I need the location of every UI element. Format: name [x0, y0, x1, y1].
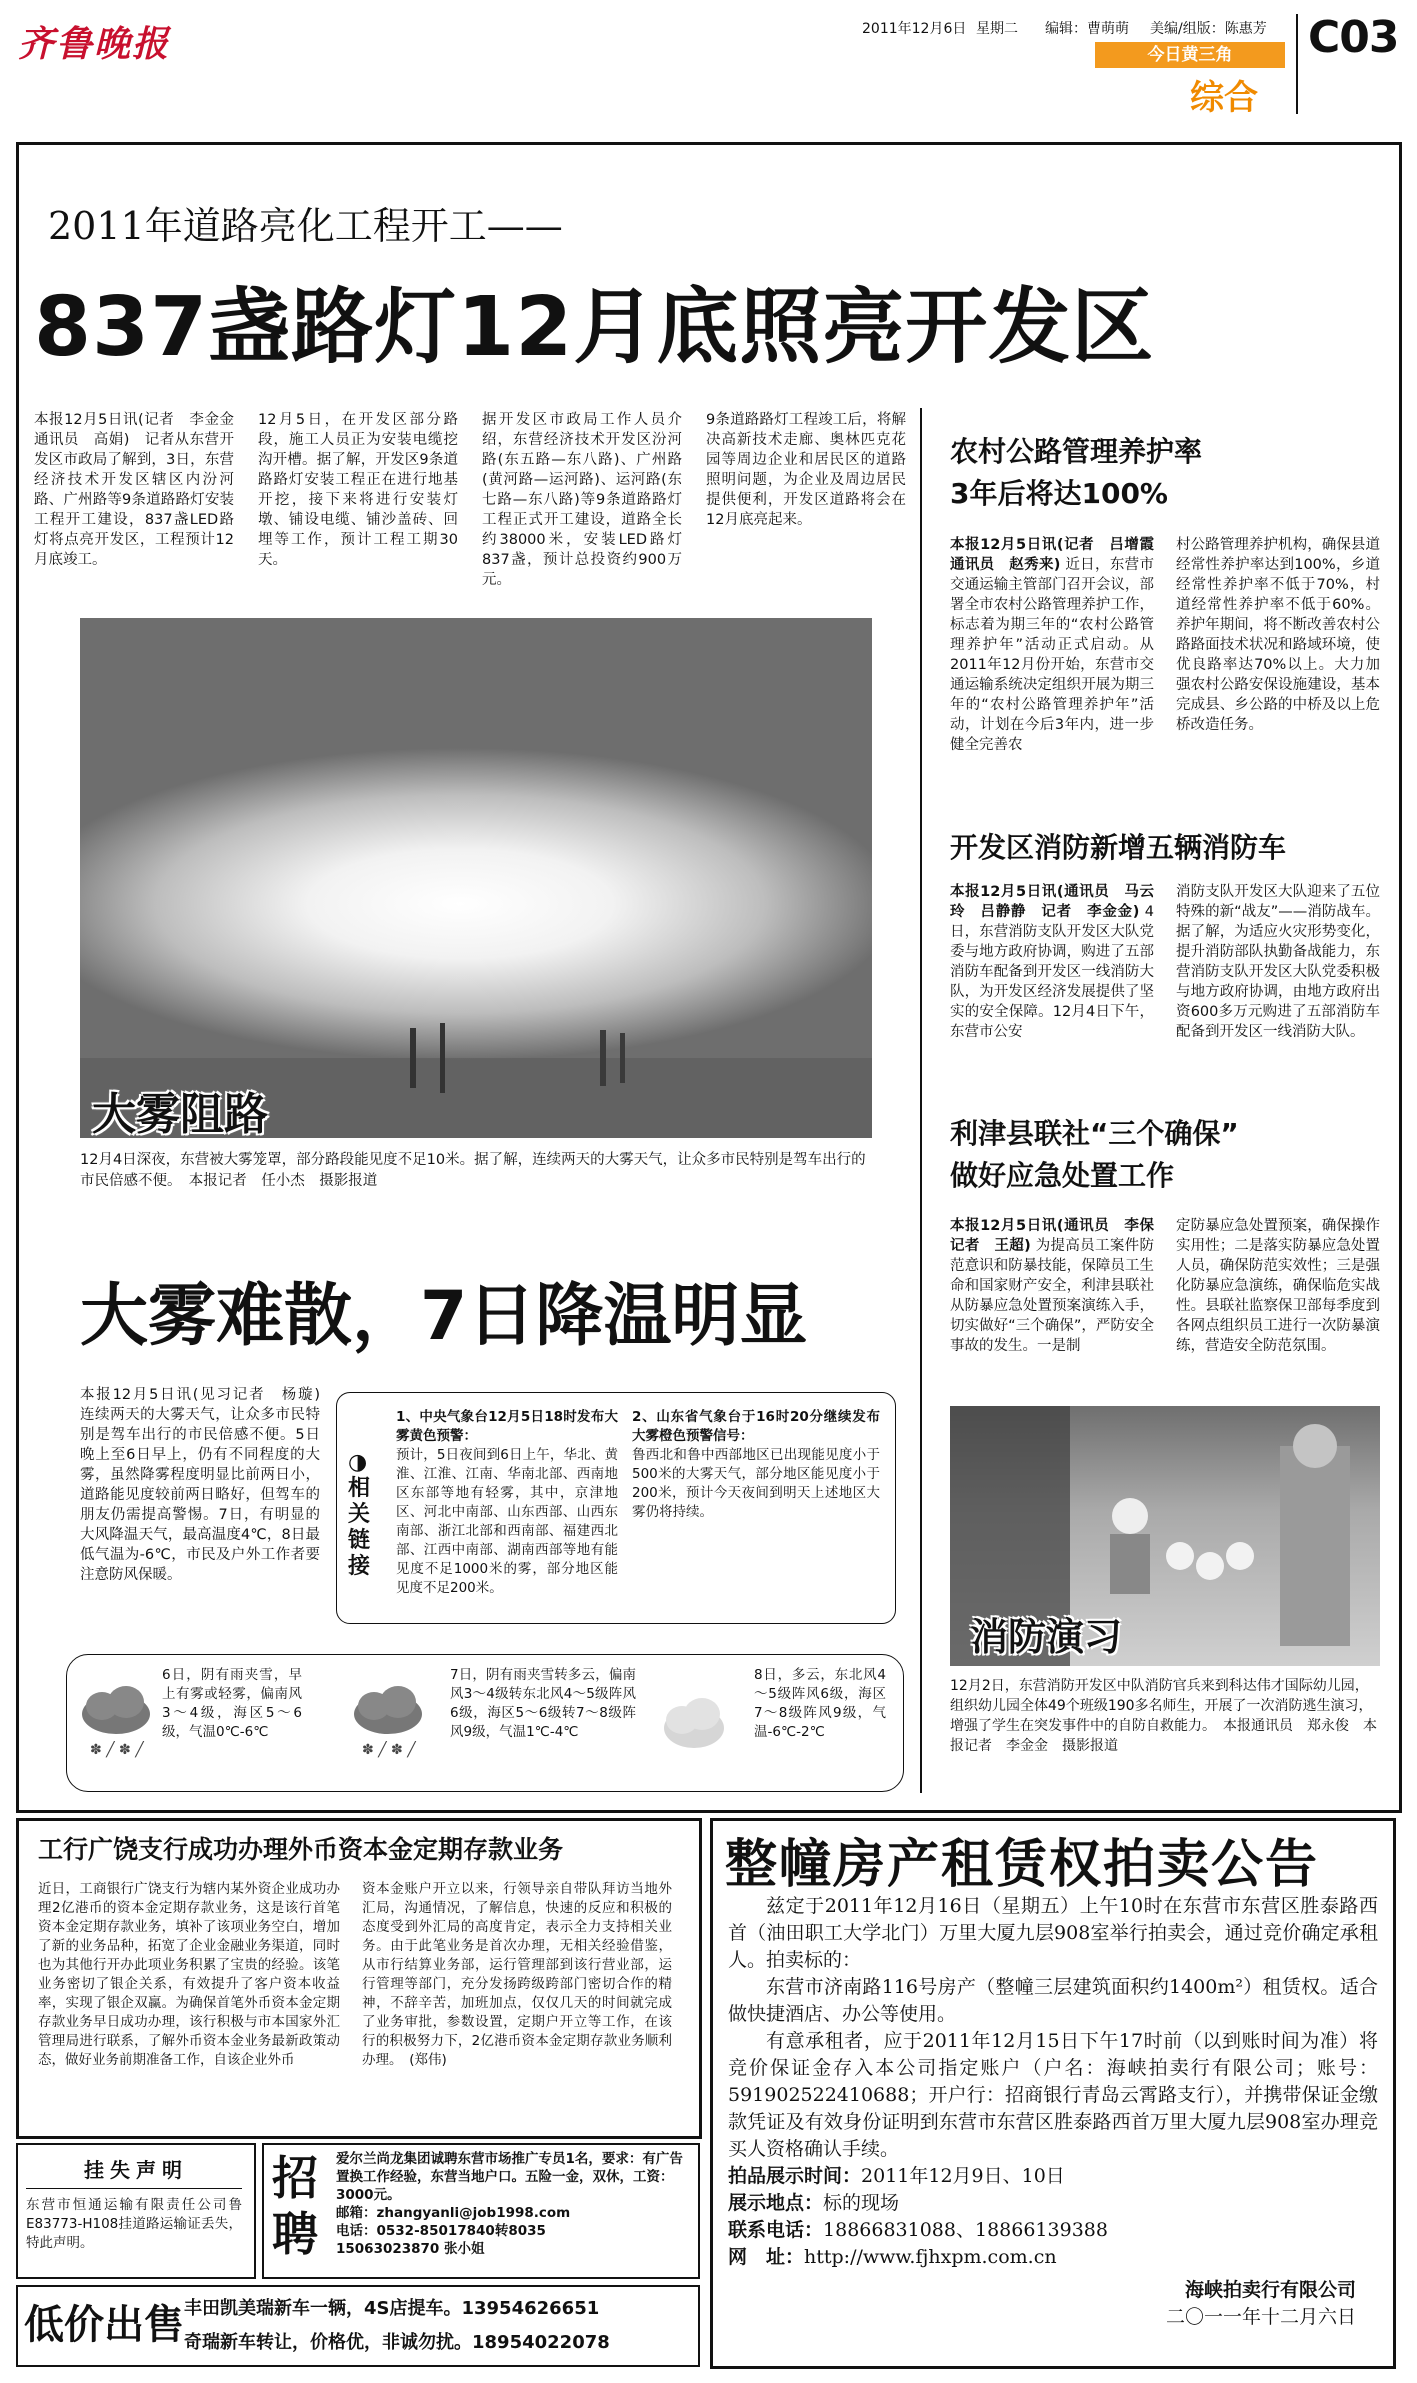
- section-name: 综合: [1190, 78, 1258, 118]
- lead-col-3: 据开发区市政局工作人员介绍，东营经济技术开发区汾河路(东五路—东八路)、广州路(黄河路—运河路)、运河路(东七路—东八路)等9条道路路灯工程正式开工建设，道路全长约38000米，安装LED路灯837盏，预计总投资约900万元。: [482, 412, 682, 588]
- car-ad-line-2: 奇瑞新车转让，价格优，非诚勿扰。18954022078: [184, 2332, 610, 2353]
- related-link-1-title: 1、中央气象台12月5日18时发布大雾黄色预警：: [396, 1409, 618, 1444]
- related-links-bullet: ◑: [348, 1450, 368, 1475]
- rural-headline-2: 3年后将达100%: [950, 477, 1168, 510]
- weather-text: 本报12月5日讯(见习记者 杨璇) 连续两天的大雾天气，让众多市民特别是驾车出行的市民倍感不便。5日晚上至6日早上，仍有不同程度的大雾，虽然降雾程度明显比前两日小，道路能见度较前两日略好，但驾车的朋友仍需提高警惕。7日，有明显的大风降温天气，最高温度4℃，8日最低气温为-6℃，市民及户外工作者要注意防风保暖。: [80, 1387, 335, 1583]
- forecast-day-7: [348, 1664, 648, 1784]
- rural-byline: 本报12月5日讯(记者 吕增霞 通讯员 赵秀来): [950, 537, 1169, 573]
- page-number: C03: [1308, 12, 1399, 63]
- fog-photo-caption: 12月4日深夜，东营被大雾笼罩，部分路段能见度不足10米。据了解，连续两天的大雾天气，让众多市民特别是驾车出行的市民倍感不便。 本报记者 任小杰 摄影报道: [80, 1152, 866, 1189]
- lead-col-2: 12月5日，在开发区部分路段，施工人员正为安装电缆挖沟开槽。据了解，开发区9条道路路灯安装工程正在进行地基开挖，接下来将进行安装灯墩、铺设电缆、铺沙盖砖、回埋等工作，预计工程工期30天。: [258, 412, 458, 568]
- recruit-mobile: 15063023870 张小姐: [336, 2241, 485, 2257]
- right-column-divider: [920, 408, 922, 1793]
- auction-title: 整幢房产租赁权拍卖公告: [725, 1835, 1320, 1895]
- car-ad-line-1: 丰田凯美瑞新车一辆，4S店提车。13954626651: [184, 2298, 600, 2319]
- fire-col-1: [950, 882, 1154, 1042]
- lijin-headline-2: 做好应急处置工作: [950, 1159, 1175, 1192]
- svg-text:✽ ╱ ✽ ╱: ✽ ╱ ✽ ╱: [90, 1742, 144, 1758]
- related-link-2-text: 鲁西北和鲁中西部地区已出现能见度小于500米的大雾天气，部分地区能见度小于200米，预计今天夜间到明天上述地区大雾仍将持续。: [632, 1447, 880, 1520]
- auction-web-link[interactable]: http://www.fjhxpm.com.cn: [804, 2246, 1057, 2268]
- auction-signer: 海峡拍卖行有限公司: [1184, 2279, 1356, 2301]
- auction-phone-label: 联系电话：: [728, 2219, 824, 2241]
- bank-ad-col-2: 资本金账户开立以来，行领导亲自带队拜访当地外汇局，沟通情况，了解信息，快速的反应和积极的态度受到外汇局的高度肯定，表示全力支持相关业务。由于此笔业务是首次办理，无相关经验借鉴，从市行结算业务部，运行管理部到该行营业部，运行管理等部门，充分发扬跨级跨部门密切合作的精神，不辞辛苦，加班加点，仅仅几天的时间就完成了业务审批，参数设置，定期户开立等工作，在该行的积极努力下，2亿港币资本金定期存款业务顺利办理。 (郑伟): [362, 1881, 672, 2068]
- masthead: [0, 0, 1417, 130]
- fire-headline: 开发区消防新增五辆消防车: [950, 831, 1287, 864]
- fog-photo-overlay-title: 大雾阻路: [92, 1089, 268, 1138]
- rural-col-1-text: 近日，东营市交通运输主管部门召开会议，部署全市农村公路管理养护工作，标志着为期三年的“农村公路管理养护年”活动正式启动。从2011年12月份开始，东营市交通运输系统决定组织开展为期三年的“农村公路管理养护年”活动，计划在今后3年内，进一步健全完善农: [950, 557, 1154, 753]
- related-link-1-text: 预计，5日夜间到6日上午，华北、黄淮、江淮、江南、华南北部、西南地区东部等地有轻雾，其中，京津地区、河北中南部、山东西部、山西东南部、浙江北部和西南部、福建西北部、江西中南部、湖南西部等地有能见度不足1000米的雾，部分地区能见度不足200米。: [396, 1447, 618, 1596]
- bank-ad-headline: 工行广饶支行成功办理外币资本金定期存款业务: [38, 1835, 564, 1864]
- masthead-designer: 美编/组版：陈惠芳: [1150, 21, 1267, 37]
- auction-body: [728, 1893, 1378, 2331]
- forecast-day-6: [76, 1664, 356, 1784]
- lost-notice-text: 东营市恒通运输有限责任公司鲁E83773-H108挂道路运输证丢失，特此声明。: [26, 2197, 242, 2251]
- masthead-editor: 编辑：曹萌萌: [1045, 21, 1129, 37]
- related-links-label-text: 相关链接: [348, 1476, 371, 1579]
- auction-web-label: 网 址：: [728, 2246, 805, 2268]
- forecast-day-6-text: 6日，阴有雨夹雪，早上有雾或轻雾，偏南风3～4级，海区5～6级，气温0℃-6℃: [162, 1667, 302, 1740]
- forecast-day-7-text: 7日，阴有雨夹雪转多云，偏南风3～4级转东北风4～5级阵风6级，海区5～6级转7～8级阵风9级，气温1℃-4℃: [450, 1667, 636, 1740]
- lead-col-4: 9条道路路灯工程竣工后，将解决高新技术走廊、奥林匹克花园等周边企业和居民区的道路照明问题，为企业及周边居民提供便利，开发区道路将会在12月底亮起来。: [706, 412, 906, 528]
- recruit-body: [336, 2150, 688, 2258]
- recruit-tel: 电话：0532-85017840转8035: [336, 2223, 546, 2239]
- lijin-col-1: [950, 1216, 1169, 1356]
- rural-col-2: 村公路管理养护机构，确保县道经常性养护率达到100%，乡道经常性养护率不低于70%，村道经常性养护率不低于60%。养护年期间，将不断改善农村公路路面技术状况和路域环境，使优良路率达70%以上。大力加强农村公路安保设施建设，基本完成县、乡公路的中桥及以上危桥改造任务。: [1176, 537, 1380, 733]
- paper-logo: 齐鲁晚报: [18, 23, 171, 65]
- rain-snow-cloud-icon: [76, 1682, 156, 1772]
- lead-headline: 837盏路灯12月底照亮开发区: [34, 280, 1155, 375]
- auction-show-place-label: 展示地点：: [728, 2192, 824, 2214]
- lead-kicker: 2011年道路亮化工程开工——: [48, 204, 563, 248]
- lijin-headline-1: 利津县联社“三个确保”: [950, 1117, 1239, 1150]
- fire-col-1-text: 4日，东营消防支队开发区大队党委与地方政府协调，购进了五部消防车配备到开发区一线消防大队，为开发区经济发展提供了坚实的安全保障。12月4日下午，东营市公安: [950, 904, 1154, 1040]
- lijin-col-1-text: 为提高员工案件防范意识和防暴技能，保障员工生命和国家财产安全，利津县联社从防暴应急处置预案演练入手，切实做好“三个确保”，严防安全事故的发生。一是制: [950, 1238, 1154, 1354]
- auction-phone-value: 18866831088、18866139388: [823, 2219, 1108, 2241]
- auction-show-place: [728, 2190, 1378, 2217]
- related-links-label: [348, 1450, 376, 1580]
- forecast-day-8-text: 8日，多云，东北风4～5级阵风6级，海区7～8级阵风9级，气温-6℃-2℃: [754, 1667, 886, 1740]
- related-link-2: [632, 1408, 880, 1522]
- auction-sign-date: 二〇一一年十二月六日: [1165, 2306, 1356, 2328]
- auction-para-3: 有意承租者，应于2011年12月15日下午17时前（以到账时间为准）将竞价保证金存入本公司指定账户（户名：海峡拍卖行有限公司；账号：591902522410688；开户行：招商银行青岛云霄路支行），并携带保证金缴款凭证及有效身份证明到东营市东营区胜泰路西首万里大厦九层908室办理竞买人资格确认手续。: [728, 2030, 1378, 2160]
- car-ad-label: 低价出售: [24, 2302, 184, 2348]
- bank-ad-col-1: 近日，工商银行广饶支行为辖内某外资企业成功办理2亿港币的资本金定期存款业务，这是该行首笔资本金定期存款业务，填补了该项业务空白，增加了新的业务品种，拓宽了企业金融业务渠道，同时也为其他行开办此项业务积累了宝贵的经验。该笔业务密切了银企关系，有效提升了客户资本收益率，实现了银企双赢。为确保首笔外币资本金定期存款业务早日成功办理，该行积极与市本国家外汇管理局进行联系，了解外币资本金业务最新政策动态，做好业务前期准备工作，自该企业外币: [38, 1881, 340, 2068]
- fog-photo: [80, 618, 872, 1138]
- recruit-line-1: 爱尔兰尚龙集团诚聘东营市场推广专员1名，要求：有广告置换工作经验，东营当地户口。五险一金，双休，工资：3000元。: [336, 2151, 683, 2203]
- related-link-2-title: 2、山东省气象台于16时20分继续发布大雾橙色预警信号：: [632, 1409, 880, 1444]
- recruit-email[interactable]: 邮箱：zhangyanli@job1998.com: [336, 2205, 571, 2221]
- lead-col-1: 本报12月5日讯(记者 李金金 通讯员 高娟) 记者从东营开发区市政局了解到，3日，东营经济技术开发区辖区内汾河路、广州路等9条道路路灯安装工程开工建设，837盏LED路灯将点亮开发区，工程预计12月底竣工。: [34, 412, 249, 568]
- lijin-col-2: 定防暴应急处置预案，确保操作实用性；二是落实防暴应急处置人员，确保防范实效性；三是强化防暴应急演练，确保临危实战性。县联社监察保卫部每季度到各网点组织员工进行一次防暴演练，营造安全防范氛围。: [1176, 1218, 1380, 1354]
- fire-col-2: 消防支队开发区大队迎来了五位特殊的新“战友”——消防战车。据了解，为适应火灾形势变化，提升消防部队执勤备战能力，东营消防支队开发区大队党委积极与地方政府协调，由地方政府出资600多万元购进了五部消防车配备到开发区一线消防大队。: [1176, 884, 1380, 1040]
- masthead-vertical-rule: [1296, 14, 1298, 114]
- cloud-icon: [658, 1684, 728, 1764]
- masthead-date: 2011年12月6日: [862, 21, 967, 37]
- lost-notice-title: 挂失声明: [84, 2158, 188, 2182]
- svg-text:✽ ╱ ✽ ╱: ✽ ╱ ✽ ╱: [362, 1742, 416, 1758]
- section-tag: 今日黄三角: [1095, 42, 1285, 68]
- masthead-weekday: 星期二: [976, 21, 1018, 37]
- auction-web: [728, 2244, 1378, 2271]
- rural-col-1: [950, 535, 1169, 755]
- fire-drill-overlay-title: 消防演习: [970, 1615, 1123, 1659]
- related-link-1: [396, 1408, 618, 1598]
- lijin-byline: 本报12月5日讯(通讯员 李保 记者 王超): [950, 1218, 1169, 1254]
- fire-drill-caption: 12月2日，东营消防开发区中队消防官兵来到科达伟才国际幼儿园，组织幼儿园全体49个班级190多名师生，开展了一次消防逃生演习，增强了学生在突发事件中的自防自救能力。 本报通讯员 郑永俊 本报记者 李金金 摄影报道: [950, 1678, 1377, 1754]
- auction-show-time-value: 2011年12月9日、10日: [861, 2165, 1065, 2187]
- lost-notice-rule: [26, 2188, 242, 2189]
- auction-show-place-value: 标的现场: [823, 2192, 900, 2214]
- auction-para-2: 东营市济南路116号房产（整幢三层建筑面积约1400m²）租赁权。适合做快捷酒店、办公等使用。: [728, 1976, 1378, 2025]
- rural-headline-1: 农村公路管理养护率: [950, 435, 1203, 468]
- fog-photo-scene: [80, 618, 872, 1138]
- fire-drill-photo: [950, 1406, 1380, 1666]
- forecast-day-8: [658, 1664, 894, 1784]
- auction-phone: [728, 2217, 1378, 2244]
- auction-para-1: 兹定于2011年12月16日（星期五）上午10时在东营市东营区胜泰路西首（油田职工大学北门）万里大厦九层908室举行拍卖会，通过竞价确定承租人。拍卖标的：: [728, 1895, 1378, 1971]
- rain-snow-cloud-icon: [348, 1682, 428, 1772]
- auction-show-time: [728, 2163, 1378, 2190]
- auction-show-time-label: 拍品展示时间：: [728, 2165, 862, 2187]
- weather-headline: 大雾难散，7日降温明显: [80, 1277, 808, 1356]
- recruit-label: 招聘: [272, 2151, 318, 2261]
- fire-byline: 本报12月5日讯(通讯员 马云玲 吕静静 记者 李金金): [950, 884, 1154, 920]
